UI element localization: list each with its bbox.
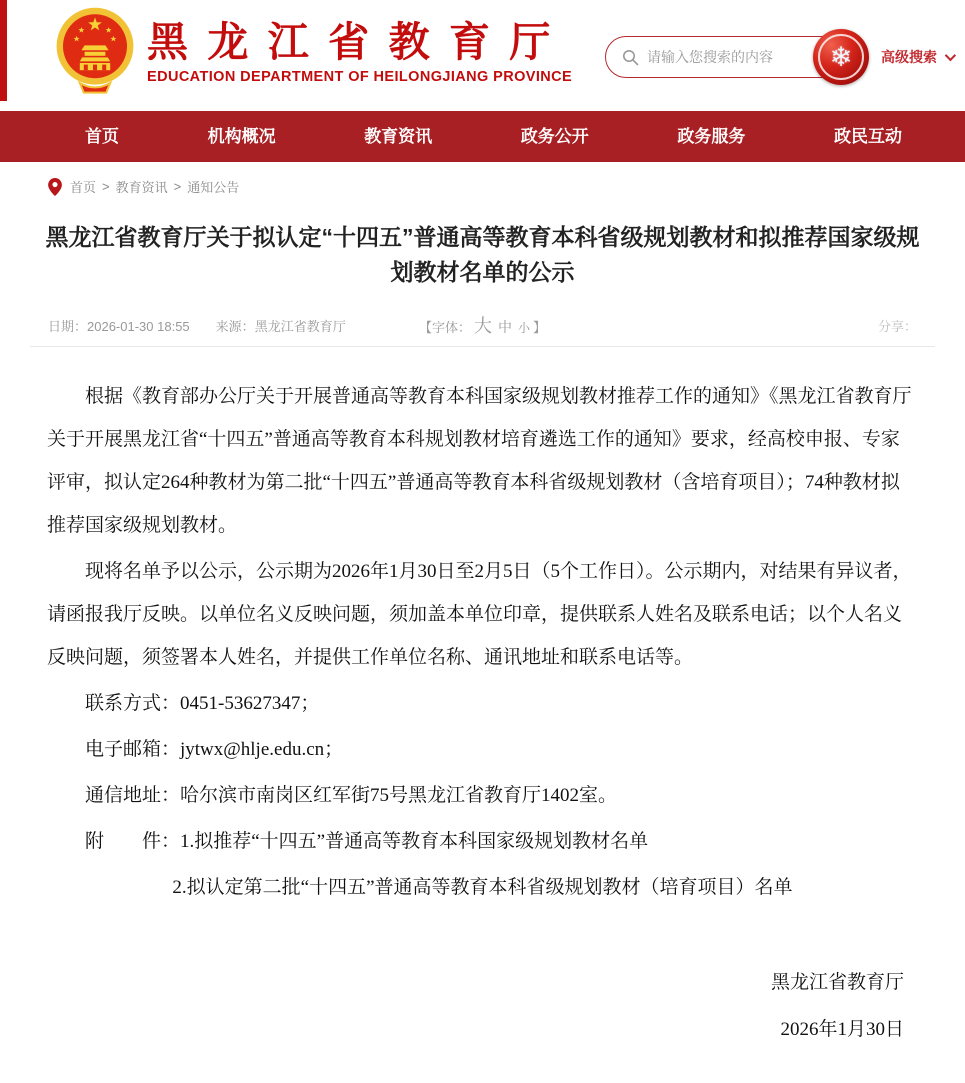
breadcrumb-separator: > (173, 179, 182, 194)
share-label[interactable]: 分享： (877, 318, 917, 334)
meta-divider (30, 346, 935, 347)
font-size-prefix: 【字体： (418, 320, 471, 335)
article-meta-row (30, 312, 935, 338)
breadcrumb-edu-news[interactable]: 教育资讯 (115, 180, 168, 195)
search-icon (622, 49, 639, 66)
paragraph-publicity-period: 现将名单予以公示，公示期为2026年1月30日至2月5日（5个工作日）。公示期内，对结果有异议者，请函报我厅反映。以单位名义反映问题，须加盖本单位印章，提供联系人姓名及联系电话；以个人名义反映问题，须签署本人姓名，并提供工作单位名称、通讯地址和联系电话等。 (47, 561, 912, 668)
search-box[interactable] (605, 36, 843, 78)
location-pin-icon (48, 178, 62, 196)
meta-source: 来源：黑龙江省教育厅 (215, 318, 346, 334)
paragraph-contact-email: 电子邮箱：jytwx@hlje.edu.cn； (85, 739, 344, 760)
breadcrumb-home[interactable]: 首页 (70, 180, 97, 195)
main-nav (0, 111, 965, 162)
search-zone (605, 29, 953, 85)
nav-item-edu-news[interactable]: 教育资讯 (364, 127, 433, 146)
advanced-search-link[interactable] (881, 47, 953, 67)
national-emblem-icon (55, 6, 135, 96)
font-size-large-button[interactable]: 大 (473, 316, 492, 336)
breadcrumb (30, 177, 935, 196)
search-submit-button[interactable] (813, 29, 869, 85)
meta-date: 日期：2026-01-30 18:55 (48, 318, 190, 334)
article-meta-left (48, 316, 346, 335)
paragraph-contact-phone: 联系方式：0451-53627347； (85, 693, 320, 714)
snowflake-icon: ❄ (829, 41, 853, 72)
attachment-item-1: 附 件：1.拟推荐“十四五”普通高等教育本科国家级规划教材名单 (85, 831, 649, 852)
advanced-search-label: 高级搜索 (881, 49, 937, 65)
signature-date: 2026年1月30日 (780, 1019, 904, 1040)
site-title-block (147, 17, 572, 85)
article-body (30, 375, 935, 1053)
site-title: 黑 龙 江 省 教 育 厅 (147, 18, 555, 65)
signature-block (47, 959, 918, 1053)
breadcrumb-separator: > (102, 179, 110, 194)
article-title: 黑龙江省教育厅关于拟认定“十四五”普通高等教育本科省级规划教材和拟推荐国家级规划教材名单的公示 (45, 224, 920, 285)
site-subtitle: EDUCATION DEPARTMENT OF HEILONGJIANG PROVINCE (147, 68, 573, 85)
nav-item-gov-service[interactable]: 政务服务 (677, 127, 746, 146)
paragraph-contact-address: 通信地址：哈尔滨市南岗区红军街75号黑龙江省教育厅1402室。 (85, 785, 618, 806)
nav-item-interaction[interactable]: 政民互动 (833, 127, 902, 146)
article (30, 220, 935, 1083)
site-header (0, 0, 965, 101)
nav-item-overview[interactable]: 机构概况 (207, 127, 276, 146)
signature-org: 黑龙江省教育厅 (770, 972, 904, 993)
nav-item-home[interactable]: 首页 (85, 127, 119, 146)
chevron-down-icon (945, 50, 956, 61)
nav-item-gov-open[interactable]: 政务公开 (520, 127, 589, 146)
attachment-item-2: 2.拟认定第二批“十四五”普通高等教育本科省级规划教材（培育项目）名单 (172, 877, 793, 898)
paragraph-basis: 根据《教育部办公厅关于开展普通高等教育本科国家级规划教材推荐工作的通知》《黑龙江省教育厅关于开展黑龙江省“十四五”普通高等教育本科规划教材培育遴选工作的通知》要求，经高校申报、专家评审，拟认定264种教材为第二批“十四五”普通高等教育本科省级规划教材（含培育项目）；74种教材拟推荐国家级规划教材。 (47, 386, 912, 536)
breadcrumb-notices[interactable]: 通知公告 (187, 180, 240, 195)
page-bottom-padding (30, 1053, 935, 1083)
font-size-medium-button[interactable]: 中 (497, 319, 512, 335)
font-size-suffix: 】 (533, 320, 547, 335)
site-logo-home-link[interactable] (55, 6, 572, 96)
search-input[interactable] (647, 49, 807, 65)
font-size-small-button[interactable]: 小 (517, 321, 530, 335)
